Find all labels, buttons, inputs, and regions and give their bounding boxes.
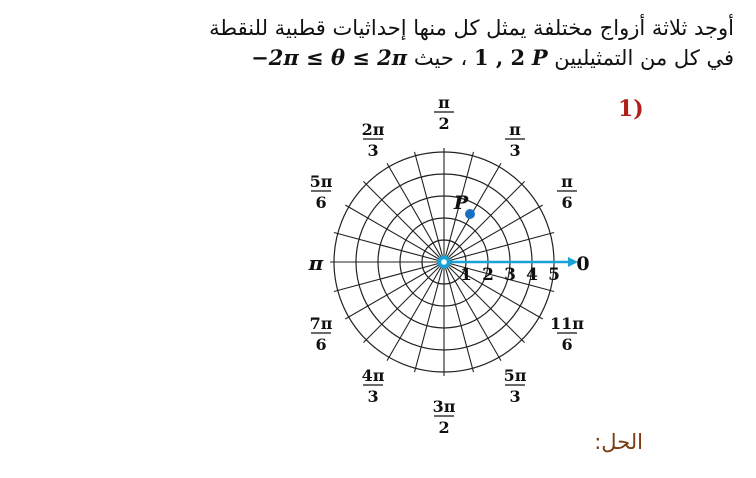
grid-lines	[330, 148, 578, 376]
radial-number: 5	[548, 265, 560, 285]
angle-label-denominator: 6	[561, 193, 573, 212]
radial-number: 4	[526, 265, 538, 285]
radial-labels	[460, 265, 560, 285]
part-label: 1)	[618, 96, 644, 122]
angle-label	[362, 120, 385, 160]
grid-spoke	[363, 181, 444, 262]
angle-label-denominator: 6	[315, 193, 327, 212]
angle-label-denominator: 2	[438, 418, 450, 437]
where-word: ، حيث	[413, 46, 468, 70]
angle-label-denominator: 3	[367, 387, 379, 406]
angle-label-numerator: 5π	[503, 366, 527, 385]
question-text: أوجد ثلاثة أزواج مختلفة يمثل كل منها إحداثيات قطبية للنقطة	[209, 16, 734, 40]
point-p-label: P	[453, 192, 469, 214]
pi-label: π	[308, 251, 324, 275]
radial-number: 2	[482, 265, 494, 285]
angle-label	[310, 314, 333, 354]
grid-spoke	[345, 205, 444, 262]
angle-label	[362, 366, 385, 406]
angle-label	[433, 397, 456, 437]
angle-label-numerator: π	[438, 93, 450, 112]
angle-label-numerator: 2π	[361, 120, 385, 139]
angle-label-numerator: 7π	[309, 314, 333, 333]
angle-label-denominator: 6	[315, 335, 327, 354]
angle-label-numerator: 11π	[550, 314, 584, 333]
angle-label	[310, 172, 333, 212]
angle-label	[550, 314, 584, 354]
point-name: P	[531, 45, 548, 70]
angle-label-denominator: 3	[509, 141, 521, 160]
pole-dot-center	[441, 259, 447, 265]
theta-range: −2π ≤ θ ≤ 2π	[251, 45, 408, 70]
grid-spoke	[363, 262, 444, 343]
grid-spoke	[387, 163, 444, 262]
grid-spoke	[345, 262, 444, 319]
angle-label	[504, 366, 527, 406]
angle-label	[434, 93, 454, 133]
angle-label-numerator: 5π	[309, 172, 333, 191]
angle-label-numerator: π	[561, 172, 573, 191]
cases-label: 1 , 2	[473, 45, 526, 70]
angle-label-numerator: π	[509, 120, 521, 139]
solution-label: الحل:	[594, 430, 643, 454]
angle-label-denominator: 6	[561, 335, 573, 354]
angle-label-numerator: 3π	[432, 397, 456, 416]
angle-label	[557, 172, 577, 212]
angle-label-numerator: 4π	[361, 366, 385, 385]
radial-number: 3	[504, 265, 516, 285]
question-text-2: في كل من التمثيليين	[554, 46, 734, 70]
grid-spoke	[387, 262, 444, 361]
angle-label	[505, 120, 525, 160]
angle-label-denominator: 3	[509, 387, 521, 406]
zero-label: 0	[576, 253, 590, 275]
angle-label-denominator: 2	[438, 114, 450, 133]
radial-number: 1	[460, 265, 472, 285]
angle-label-denominator: 3	[367, 141, 379, 160]
